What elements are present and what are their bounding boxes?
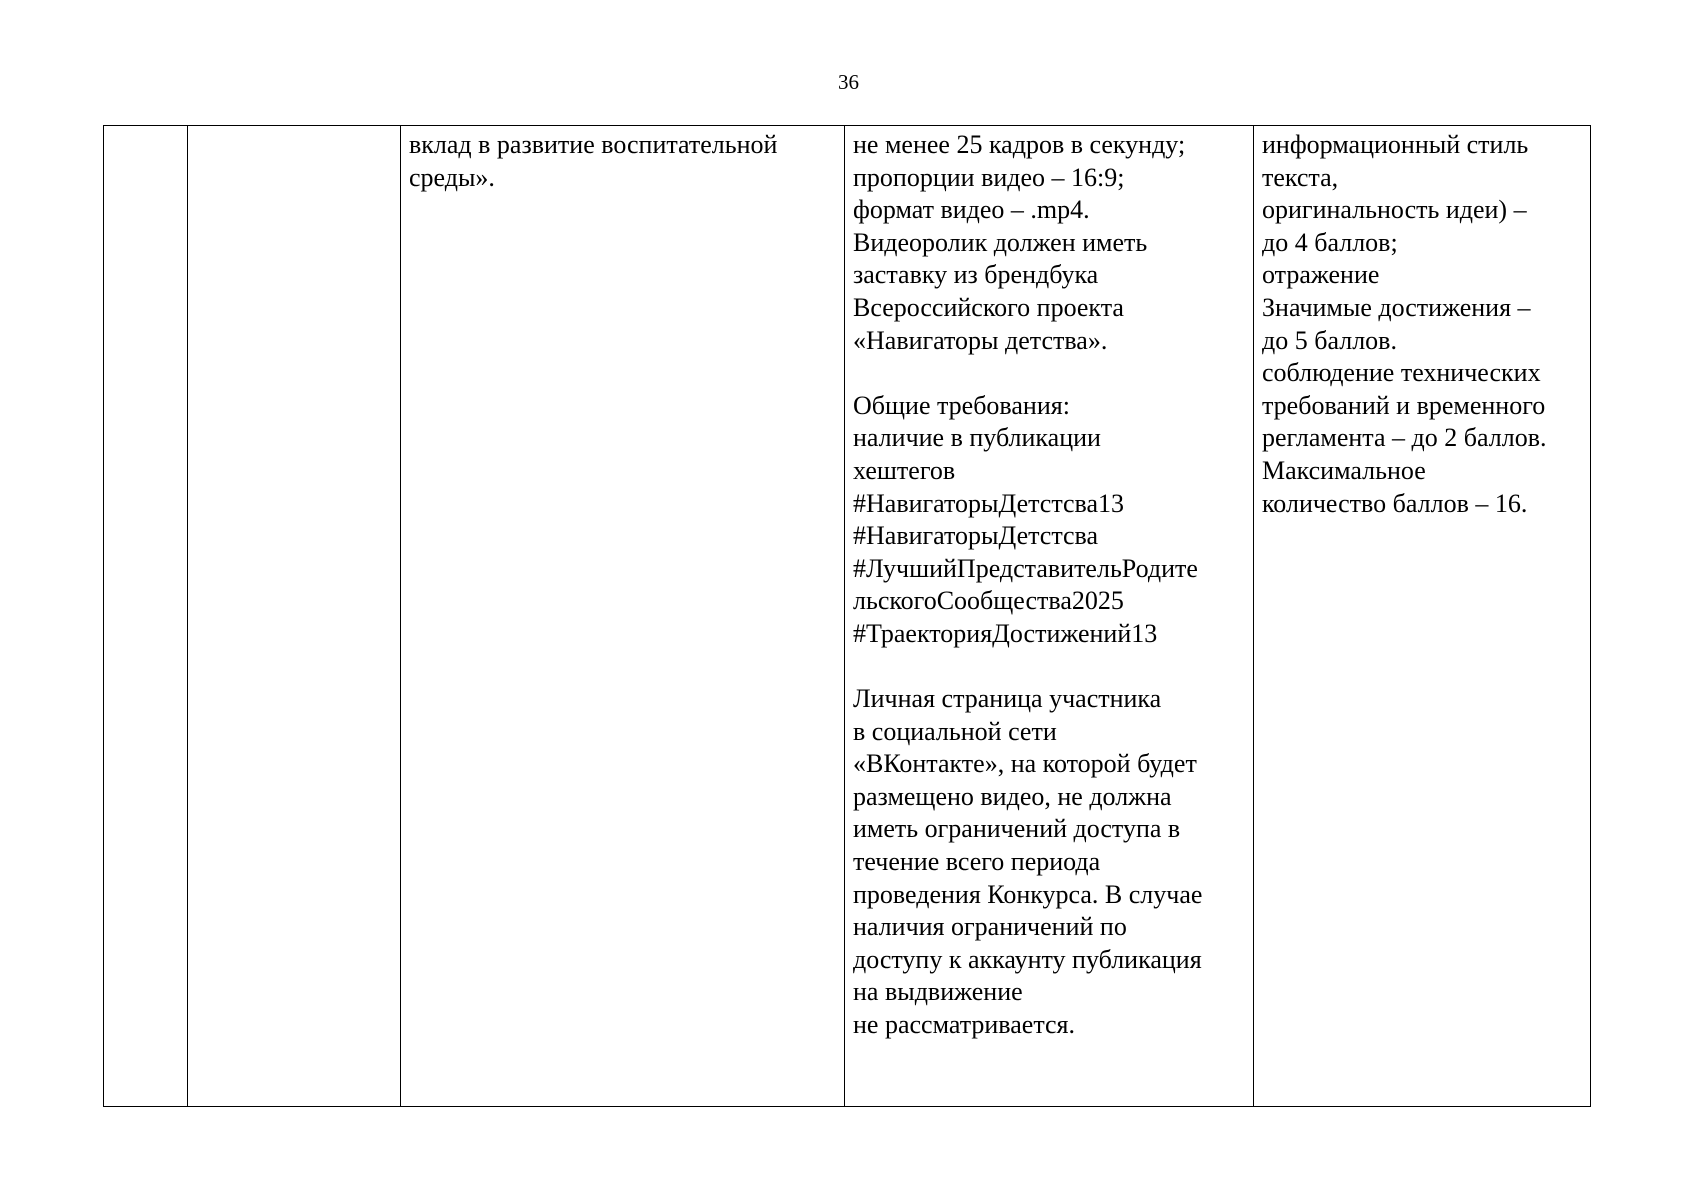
general-requirements-line: Общие требования: (853, 390, 1070, 420)
criteria-line: отражение (1262, 260, 1380, 290)
criteria-line: информационный стиль (1262, 130, 1529, 159)
category-cell (188, 126, 401, 1107)
requirements-line: формат видео – .mp4. (853, 195, 1090, 225)
criteria-line: текста, (1262, 162, 1339, 192)
number-cell (104, 126, 188, 1107)
paragraph-gap (853, 357, 1246, 390)
page-number: 36 (838, 70, 859, 94)
requirements-line: заставку из брендбука (853, 260, 1099, 290)
requirements-line: пропорции видео – 16:9; (853, 162, 1125, 192)
page-requirements-line: Личная страница участника (853, 684, 1162, 714)
criteria-line: оригинальность идеи) – (1262, 195, 1527, 225)
criteria-line: до 5 баллов. (1262, 325, 1397, 355)
description-cell (401, 126, 845, 1107)
criteria-line: Максимальное (1262, 455, 1426, 485)
criteria-line: требований и временного (1262, 390, 1546, 420)
page-requirements-line: иметь ограничений доступа в (853, 814, 1181, 844)
criteria-line: до 4 баллов; (1262, 227, 1398, 257)
page-requirements-line: «ВКонтакте», на которой будет (853, 749, 1197, 779)
page-requirements-line: на выдвижение (853, 977, 1023, 1007)
hashtag-line: #ТраекторияДостижений13 (853, 618, 1158, 648)
criteria-line: регламента – до 2 баллов. (1262, 423, 1547, 453)
requirements-line: не менее 25 кадров в секунду; (853, 130, 1186, 159)
hashtag-line: #НавигаторыДетстсва (853, 521, 1099, 551)
page-requirements-line: наличия ограничений по (853, 912, 1127, 942)
requirements-cell (845, 126, 1254, 1107)
criteria-line: соблюдение технических (1262, 358, 1541, 388)
page-requirements-line: течение всего периода (853, 847, 1101, 877)
criteria-cell (1254, 126, 1591, 1107)
page-requirements-line: не рассматривается. (853, 1010, 1076, 1040)
criteria-table (103, 125, 1591, 1107)
table-row (104, 126, 1591, 1107)
page-requirements-line: размещено видео, не должна (853, 781, 1172, 811)
general-requirements-line: хештегов (853, 455, 956, 485)
general-requirements-line: наличие в публикации (853, 423, 1101, 453)
requirements-line: Видеоролик должен иметь (853, 227, 1148, 257)
hashtag-line: #НавигаторыДетстсва13 (853, 488, 1125, 518)
hashtag-line: льскогоСообщества2025 (853, 586, 1124, 616)
paragraph-gap (853, 651, 1246, 684)
description-line: вклад в развитие воспитательной (409, 130, 778, 159)
hashtag-line: #ЛучшийПредставительРодите (853, 553, 1198, 583)
page-requirements-line: проведения Конкурса. В случае (853, 879, 1203, 909)
requirements-line: «Навигаторы детства». (853, 325, 1108, 355)
description-line: среды». (409, 162, 495, 192)
criteria-line: количество баллов – 16. (1262, 488, 1528, 518)
page-requirements-line: в социальной сети (853, 716, 1057, 746)
page-requirements-line: доступу к аккаунту публикация (853, 944, 1202, 974)
criteria-line: Значимые достижения – (1262, 292, 1531, 322)
requirements-line: Всероссийского проекта (853, 292, 1124, 322)
